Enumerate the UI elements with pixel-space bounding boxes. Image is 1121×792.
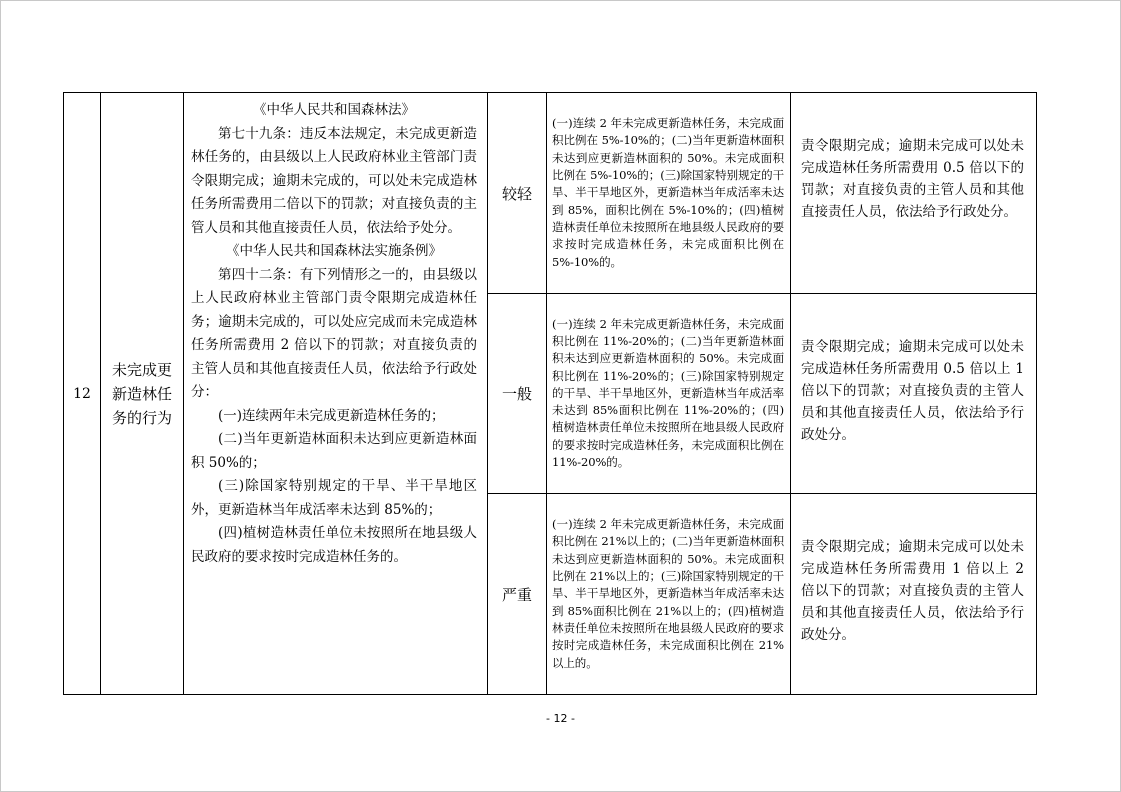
penalty-text: 责令限期完成；逾期未完成可以处未完成造林任务所需费用 0.5 倍以下的罚款；对直接负责的主管人员和其他直接责任人员，依法给予行政处分。 <box>801 138 1024 220</box>
table-row <box>64 93 1037 294</box>
standard-cell <box>547 294 791 494</box>
standard-text: (一)连续 2 年未完成更新造林任务，未完成面积比例在 21%以上的；(二)当年更新造林面积未达到应更新造林面积的 50%。未完成面积比例在 21%以上的；(三)除国家特别规定的干旱、半干旱地区外，更新造林当年成活率未达到 85%面积比例在 21%以上的；(四)植树造林责任单位未按照所在地县级人民政府的要求按时完成造林任务，未完成面积比例在 21%以上的。 <box>552 517 784 670</box>
legal-basis-cell <box>184 93 488 695</box>
violation-name-line: 务的行为 <box>111 408 172 427</box>
law-article: 第七十九条：违反本法规定，未完成更新造林任务的，由县级以上人民政府林业主管部门责令限期完成；逾期未完成的，可以处未完成造林任务所需费用二倍以下的罚款；对直接负责的主管人员和其他直接责任人员，依法给予处分。 <box>191 125 477 236</box>
violation-name-cell <box>101 93 184 695</box>
standard-cell <box>547 93 791 294</box>
penalty-standard-table <box>63 92 1037 695</box>
penalty-cell <box>791 294 1037 494</box>
regulation-item: (一)连续两年未完成更新造林任务的； <box>218 407 445 424</box>
level-label: 一般 <box>501 385 532 403</box>
row-number-cell <box>64 93 101 695</box>
standard-cell <box>547 494 791 695</box>
penalty-text: 责令限期完成；逾期未完成可以处未完成造林任务所需费用 0.5 倍以上 1 倍以下的罚款；对直接负责的主管人员和其他直接责任人员，依法给予行政处分。 <box>801 339 1024 443</box>
level-cell <box>488 93 547 294</box>
regulation-item: (二)当年更新造林面积未达到应更新造林面积 50%的； <box>191 431 477 471</box>
regulation-item: (三)除国家特别规定的干旱、半干旱地区外，更新造林当年成活率未达到 85%的； <box>191 478 477 518</box>
penalty-cell <box>791 93 1037 294</box>
level-label: 较轻 <box>501 184 532 203</box>
regulation-title: 《中华人民共和国森林法实施条例》 <box>226 243 442 259</box>
level-cell <box>488 294 547 494</box>
level-cell <box>488 494 547 695</box>
penalty-cell <box>791 494 1037 695</box>
standard-text: (一)连续 2 年未完成更新造林任务，未完成面积比例在 5%-10%的；(二)当年更新造林面积未达到应更新造林面积的 50%。未完成面积比例在 5%-10%的；(三)除国家特别规定的干旱、半干旱地区外，更新造林当年成活率未达到 85%，面积比例在 5%-10%的；(四)植树造林责任单位未按照所在地县级人民政府的要求按时完成造林任务，未完成面积比例在 5%-10%的。 <box>552 116 784 269</box>
penalty-text: 责令限期完成；逾期未完成可以处未完成造林任务所需费用 1 倍以上 2 倍以下的罚款；对直接负责的主管人员和其他直接责任人员，依法给予行政处分。 <box>801 539 1024 643</box>
level-label: 严重 <box>501 585 532 604</box>
violation-name-line: 未完成更 <box>111 360 172 379</box>
violation-name-line: 新造林任 <box>111 384 172 403</box>
regulation-article: 第四十二条：有下列情形之一的，由县级以上人民政府林业主管部门责令限期完成造林任务；逾期未完成的，可以处应完成而未完成造林任务所需费用 2 倍以下的罚款；对直接负责的主管人员和其他直接责任人员，依法给予行政处分： <box>191 266 477 400</box>
law-title: 《中华人民共和国森林法》 <box>253 102 415 118</box>
page-number: - 12 - <box>546 712 575 725</box>
standard-text: (一)连续 2 年未完成更新造林任务，未完成面积比例在 11%-20%的；(二)当年更新造林面积未达到应更新造林面积的 50%。未完成面积比例在 11%-20%的；(三)除国家特别规定的干旱、半干旱地区外，更新造林当年成活率未达到 85%面积比例在 11%-20%的；(四)植树造林责任单位未按照所在地县级人民政府的要求按时完成造林任务，未完成面积比例在 11%-20%的。 <box>552 316 784 470</box>
row-number: 12 <box>73 385 91 402</box>
regulation-item: (四)植树造林责任单位未按照所在地县级人民政府的要求按时完成造林任务的。 <box>191 525 477 565</box>
